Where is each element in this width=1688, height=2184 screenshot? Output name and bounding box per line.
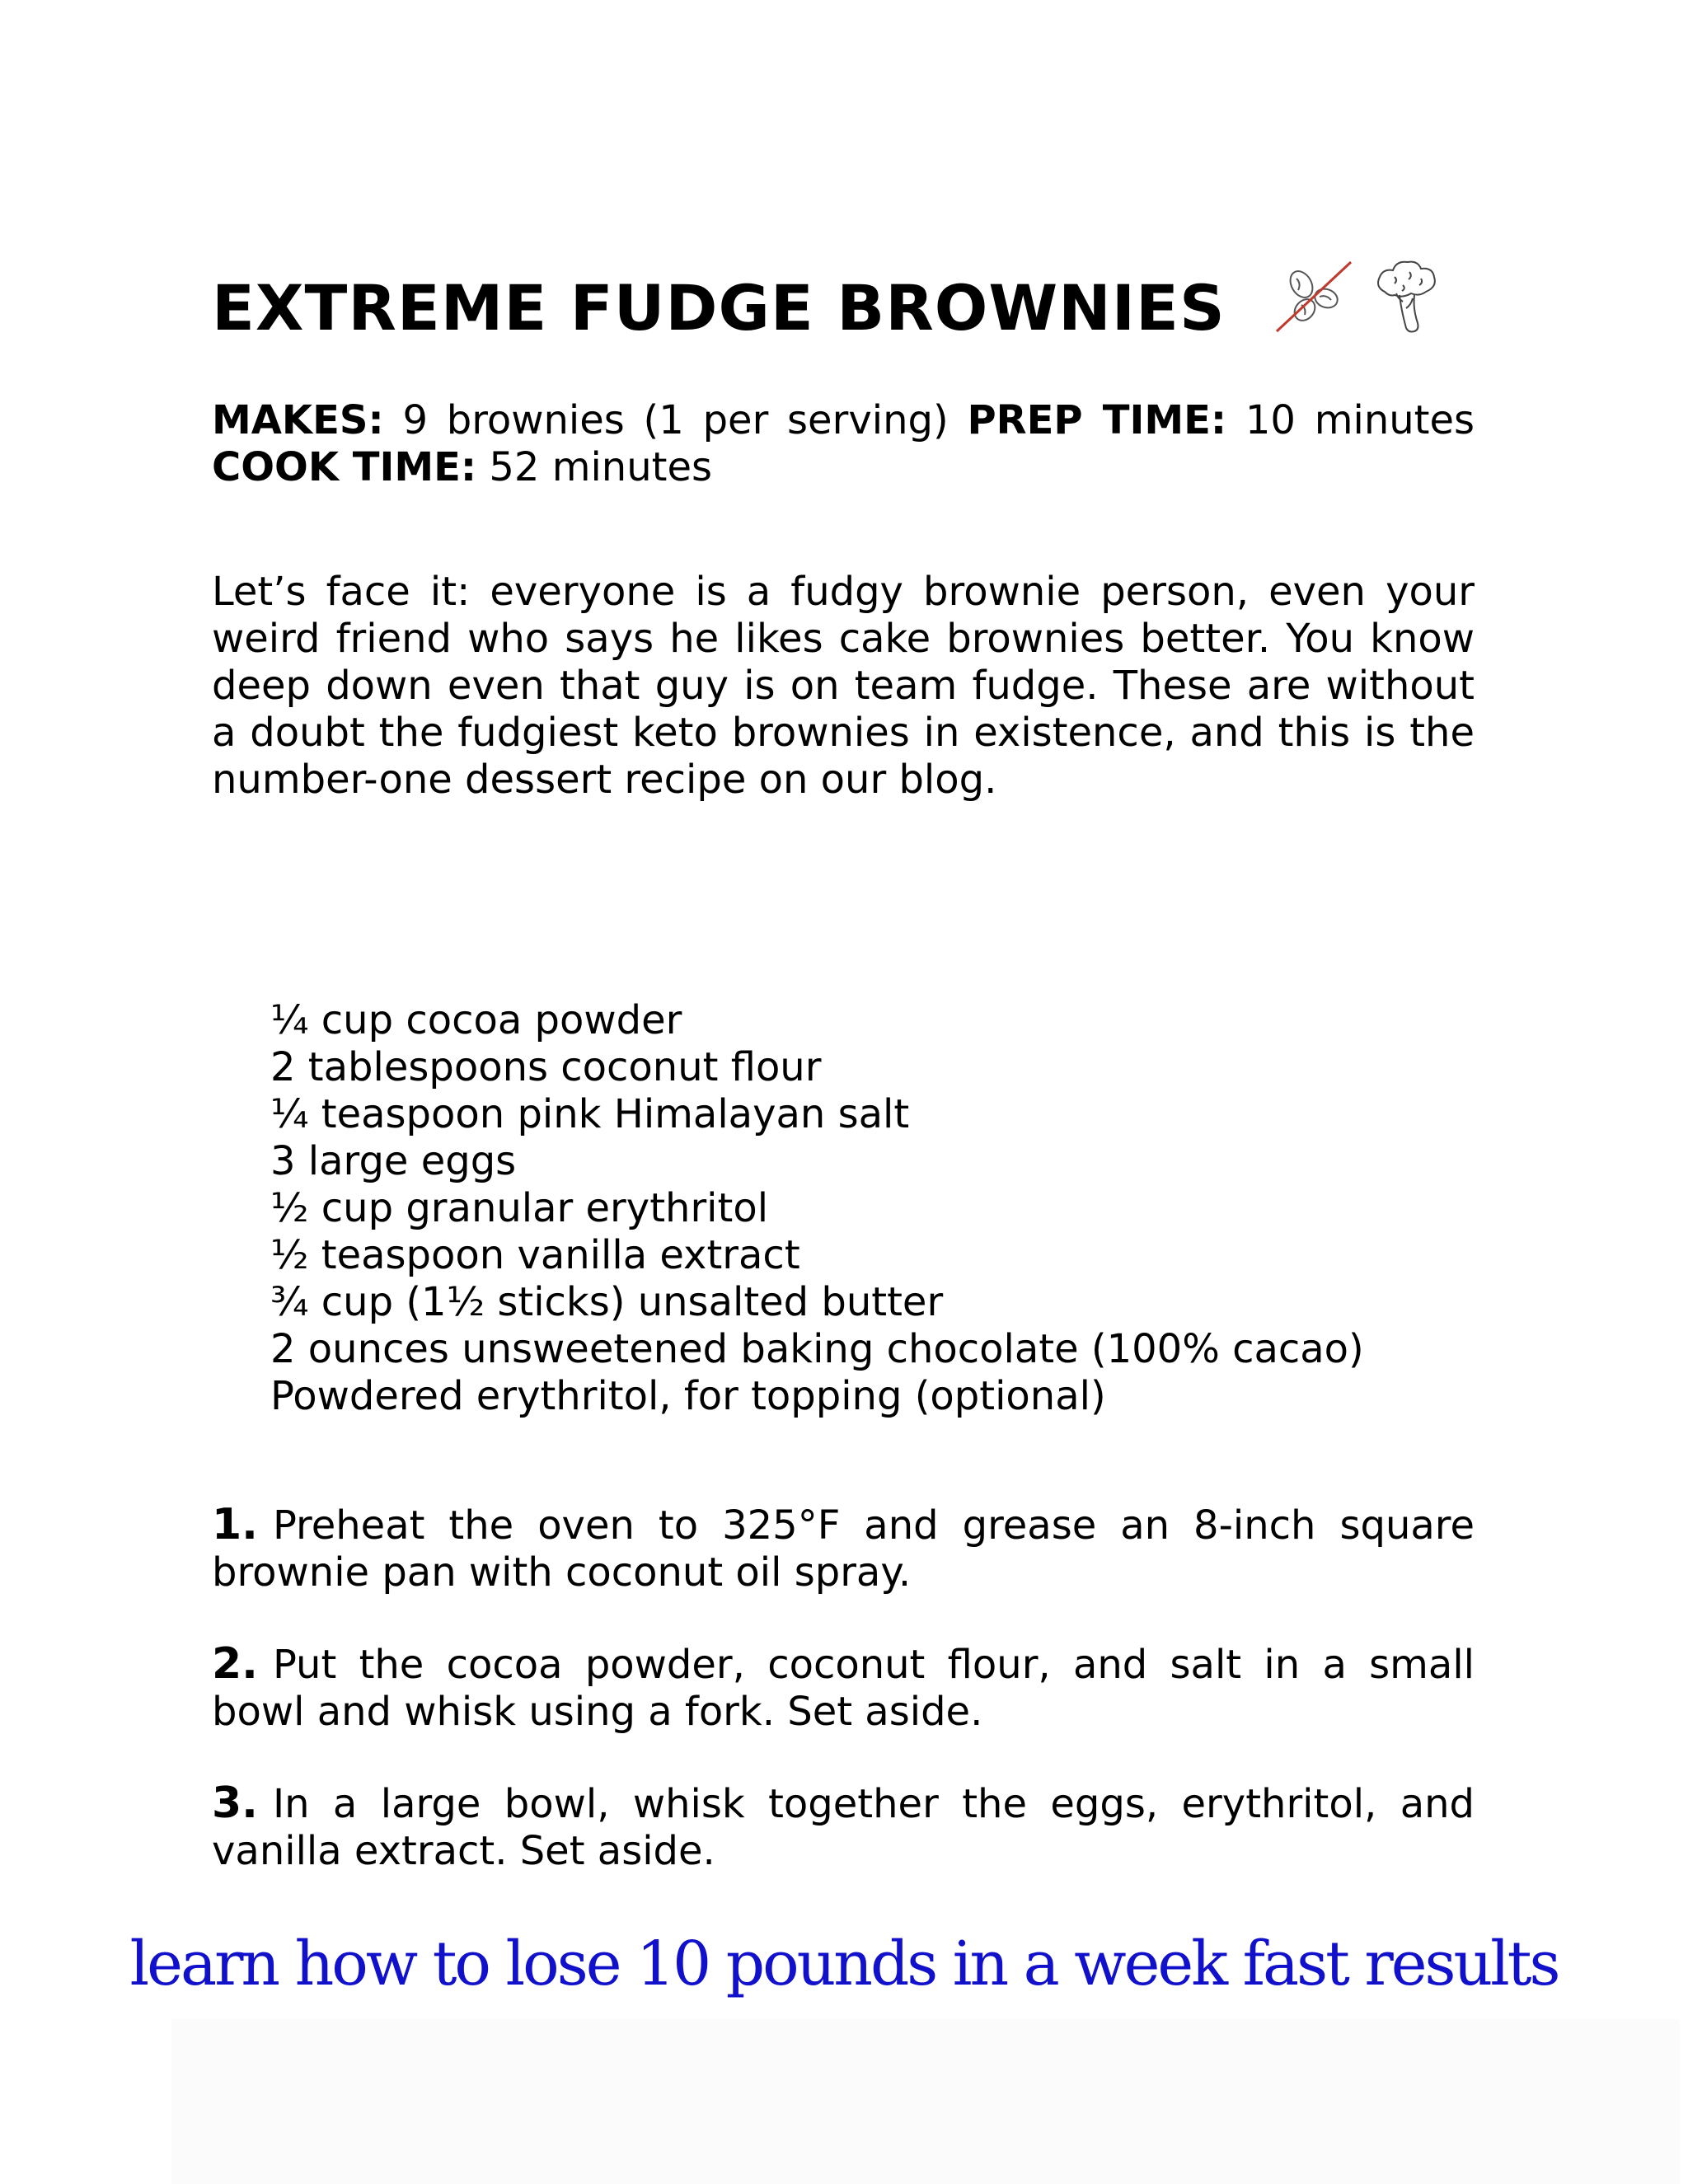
makes-value: 9 brownies (1 per serving): [402, 397, 949, 443]
instruction-steps: [212, 1502, 1475, 1919]
step-text: Put the cocoa powder, coconut flour, and salt in a small bowl and whisk using a fork. Set aside.: [212, 1642, 1475, 1735]
recipe-title: EXTREME FUDGE BROWNIES: [212, 271, 1226, 344]
title-row: [212, 255, 1448, 371]
recipe-meta: [212, 397, 1475, 491]
step-1: [212, 1502, 1475, 1596]
prep-time-value: 10 minutes: [1245, 397, 1475, 443]
no-nuts-icon: [1268, 255, 1359, 338]
ingredient-item: ½ cup granular erythritol: [270, 1185, 769, 1231]
makes-label: MAKES:: [212, 397, 384, 443]
ingredient-item: ½ teaspoon vanilla extract: [270, 1232, 800, 1278]
step-2: [212, 1641, 1475, 1736]
step-text: Preheat the oven to 325°F and grease an 8-inch square brownie pan with coconut oil spray.: [212, 1502, 1475, 1596]
step-number: 2.: [212, 1639, 258, 1689]
recipe-intro: Let’s face it: everyone is a fudgy brownie person, even your weird friend who says he likes cake brownies better. You know deep down even that guy is on team fudge. These are without a doubt the fudgiest keto brownies in existence, and this is the number-one dessert recipe on our blog.: [212, 569, 1475, 803]
broccoli-icon: [1370, 259, 1444, 338]
step-number: 1.: [212, 1500, 258, 1549]
ingredient-item: ¼ cup cocoa powder: [270, 997, 682, 1043]
prep-time-label: PREP TIME:: [967, 397, 1227, 443]
ingredient-item: 2 tablespoons coconut flour: [270, 1044, 822, 1090]
ingredient-item: 3 large eggs: [270, 1138, 517, 1184]
cook-time-label: COOK TIME:: [212, 444, 477, 490]
step-text: In a large bowl, whisk together the eggs, erythritol, and vanilla extract. Set aside.: [212, 1781, 1475, 1874]
ingredient-item: ¾ cup (1½ sticks) unsalted butter: [270, 1279, 944, 1325]
cook-time-value: 52 minutes: [489, 444, 712, 490]
step-3: [212, 1780, 1475, 1875]
ingredient-item: 2 ounces unsweetened baking chocolate (100% cacao): [270, 1326, 1364, 1372]
ingredient-item: ¼ teaspoon pink Himalayan salt: [270, 1091, 910, 1137]
step-number: 3.: [212, 1779, 258, 1828]
page-footer-shade: [171, 2019, 1680, 2184]
ingredient-item: Powdered erythritol, for topping (optional): [270, 1373, 1106, 1419]
promo-link[interactable]: learn how to lose 10 pounds in a week fast results: [129, 1929, 1559, 1999]
ingredient-list: [270, 997, 1364, 1420]
